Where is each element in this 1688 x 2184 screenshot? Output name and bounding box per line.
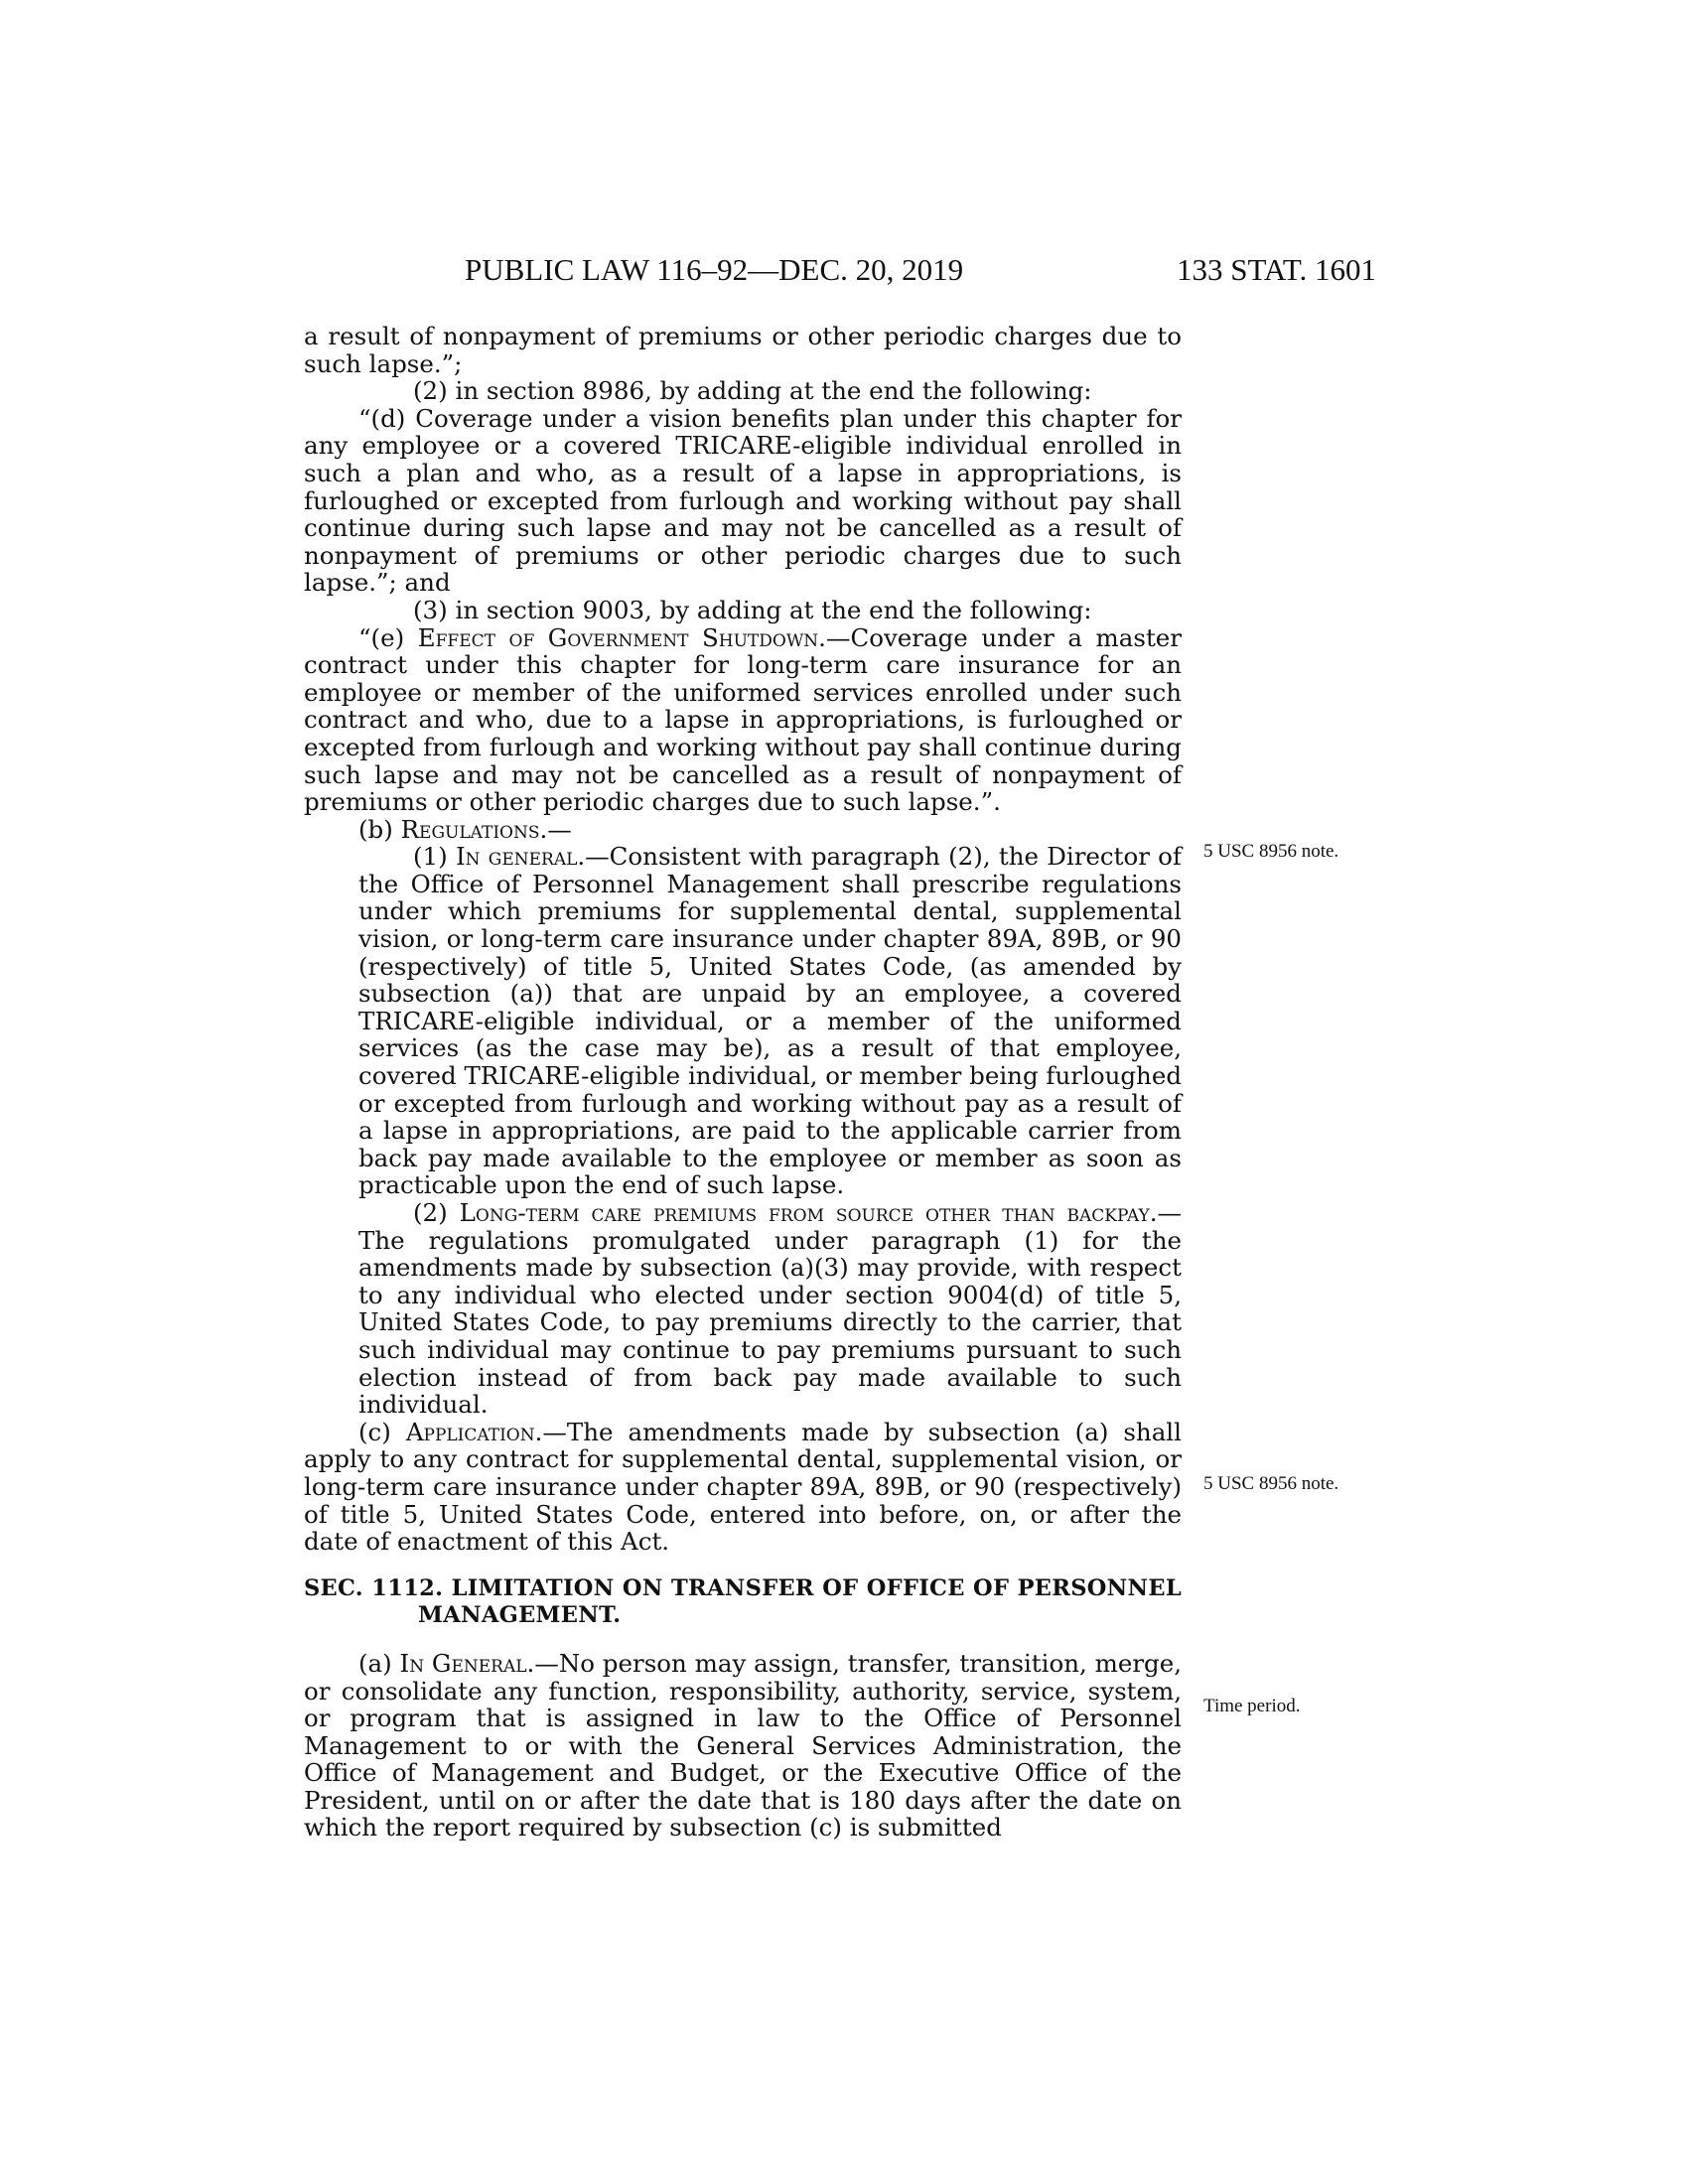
paragraph-amendment-3: (3) in section 9003, by adding at the end the following: xyxy=(413,595,1092,624)
subsection-c-text: .—The amendments made by subsection (a) shall apply to any contract for supplemental dental, supplemental vision, or long-term care insurance under chapter 89A, 89B, or 90 (respectively) of title 5, United States Code, entered into before, on, or after the date of enactment of this Act. xyxy=(304,1417,1182,1557)
paragraph-b2 xyxy=(358,1199,1182,1419)
margin-note-usc-application: 5 USC 8956 note. xyxy=(1203,1473,1339,1494)
subsection-c-lead: (c) xyxy=(358,1417,406,1446)
margin-note-usc-regulations: 5 USC 8956 note. xyxy=(1203,841,1339,862)
section-1112-heading: SEC. 1112. LIMITATION ON TRANSFER OF OFFICE OF PERSONNEL MANAGEMENT. xyxy=(304,1574,1182,1629)
paragraph-b2-lead: (2) xyxy=(413,1198,460,1227)
page-header xyxy=(465,252,1376,302)
paragraph-continuation: a result of nonpayment of premiums or other periodic charges due to such lapse.”; xyxy=(304,322,1182,378)
paragraph-b1 xyxy=(358,843,1182,1199)
subsection-e-caption: Effect of Government Shutdown xyxy=(417,622,819,652)
section-1112-a-caption: In General xyxy=(399,1648,527,1678)
subsection-b-paragraphs xyxy=(304,843,1182,1418)
subsection-c xyxy=(304,1419,1182,1556)
paragraph-b1-lead: (1) xyxy=(413,842,456,872)
paragraph-amendment-2: (2) in section 8986, by adding at the end the following: xyxy=(413,376,1092,406)
paragraph-b1-caption: In general xyxy=(455,842,578,872)
subsection-e-text: .—Coverage under a master contract under this chapter for long-term care insurance for an employee or member of the uniformed services enrolled under such contract and who, due to a lapse in appropriations, is furloughed or excepted from furlough and working without pay shall continue during such lapse and may not be cancelled as a result of nonpayment of premiums or other periodic charges due to such lapse.”. xyxy=(304,622,1183,817)
main-text-column xyxy=(304,323,1182,1842)
paragraph-b1-text: .—Consistent with paragraph (2), the Director of the Office of Personnel Management shall prescribe regulations under which premiums for supplemental dental, supplemental vision, or long-term care insurance under chapter 89A, 89B, or 90 (respectively) of title 5, United States Code, (as amended by subsection (a)) that are unpaid by an employee, a covered TRICARE-eligible individual, or a member of the uniformed services (as the case may be), as a result of that employee, covered TRICARE-eligible individual, or member being furloughed or excepted from furlough and working without pay as a result of a lapse in appropriations, are paid to the applicable carrier from back pay made available to the employee or member as soon as practicable upon the end of such lapse. xyxy=(358,842,1182,1200)
section-1112-a-text: .—No person may assign, transfer, transition, merge, or consolidate any function, responsibility, authority, service, system, or program that is assigned in law to the Office of Personnel Management to or with the General Services Administration, the Office of Management and Budget, or the Executive Office of the President, until on or after the date that is 180 days after the date on which the report required by subsection (c) is submitted xyxy=(304,1648,1182,1843)
subsection-b-caption: Regulations xyxy=(400,814,540,844)
subsection-b-dash: .— xyxy=(539,814,572,844)
section-1112-a-lead: (a) xyxy=(358,1648,400,1678)
paragraph-b2-caption: Long-term care premiums from source other than backpay xyxy=(459,1198,1150,1227)
subsection-e-lead: “(e) xyxy=(358,622,418,652)
section-1112-subsection-a xyxy=(304,1650,1182,1842)
paragraph-b2-text: .—The regulations promulgated under paragraph (1) for the amendments made by subsection (a)(3) may provide, with respect to any individual who elected under section 9004(d) of title 5, United States Code, to pay premiums directly to the carrier, that such individual may continue to pay premiums pursuant to such election instead of from back pay made available to such individual. xyxy=(358,1198,1182,1420)
subsection-c-caption: Application xyxy=(405,1417,535,1446)
paragraph-quoted-subsection-d: “(d) Coverage under a vision benefits plan under this chapter for any employee or a covered TRICARE-eligible individual enrolled in such a plan and who, as a result of a lapse in appropriations, is furloughed or excepted from furlough and working without pay shall continue during such lapse and may not be cancelled as a result of nonpayment of premiums or other periodic charges due to such lapse.”; and xyxy=(304,403,1182,598)
margin-note-time-period: Time period. xyxy=(1203,1696,1301,1716)
statute-page-number: 133 STAT. 1601 xyxy=(1176,252,1376,287)
running-head-title: PUBLIC LAW 116–92—DEC. 20, 2019 xyxy=(465,252,964,287)
subsection-b-heading xyxy=(304,816,1182,844)
paragraph-quoted-subsection-e xyxy=(304,624,1182,816)
subsection-b-lead: (b) xyxy=(358,814,401,844)
